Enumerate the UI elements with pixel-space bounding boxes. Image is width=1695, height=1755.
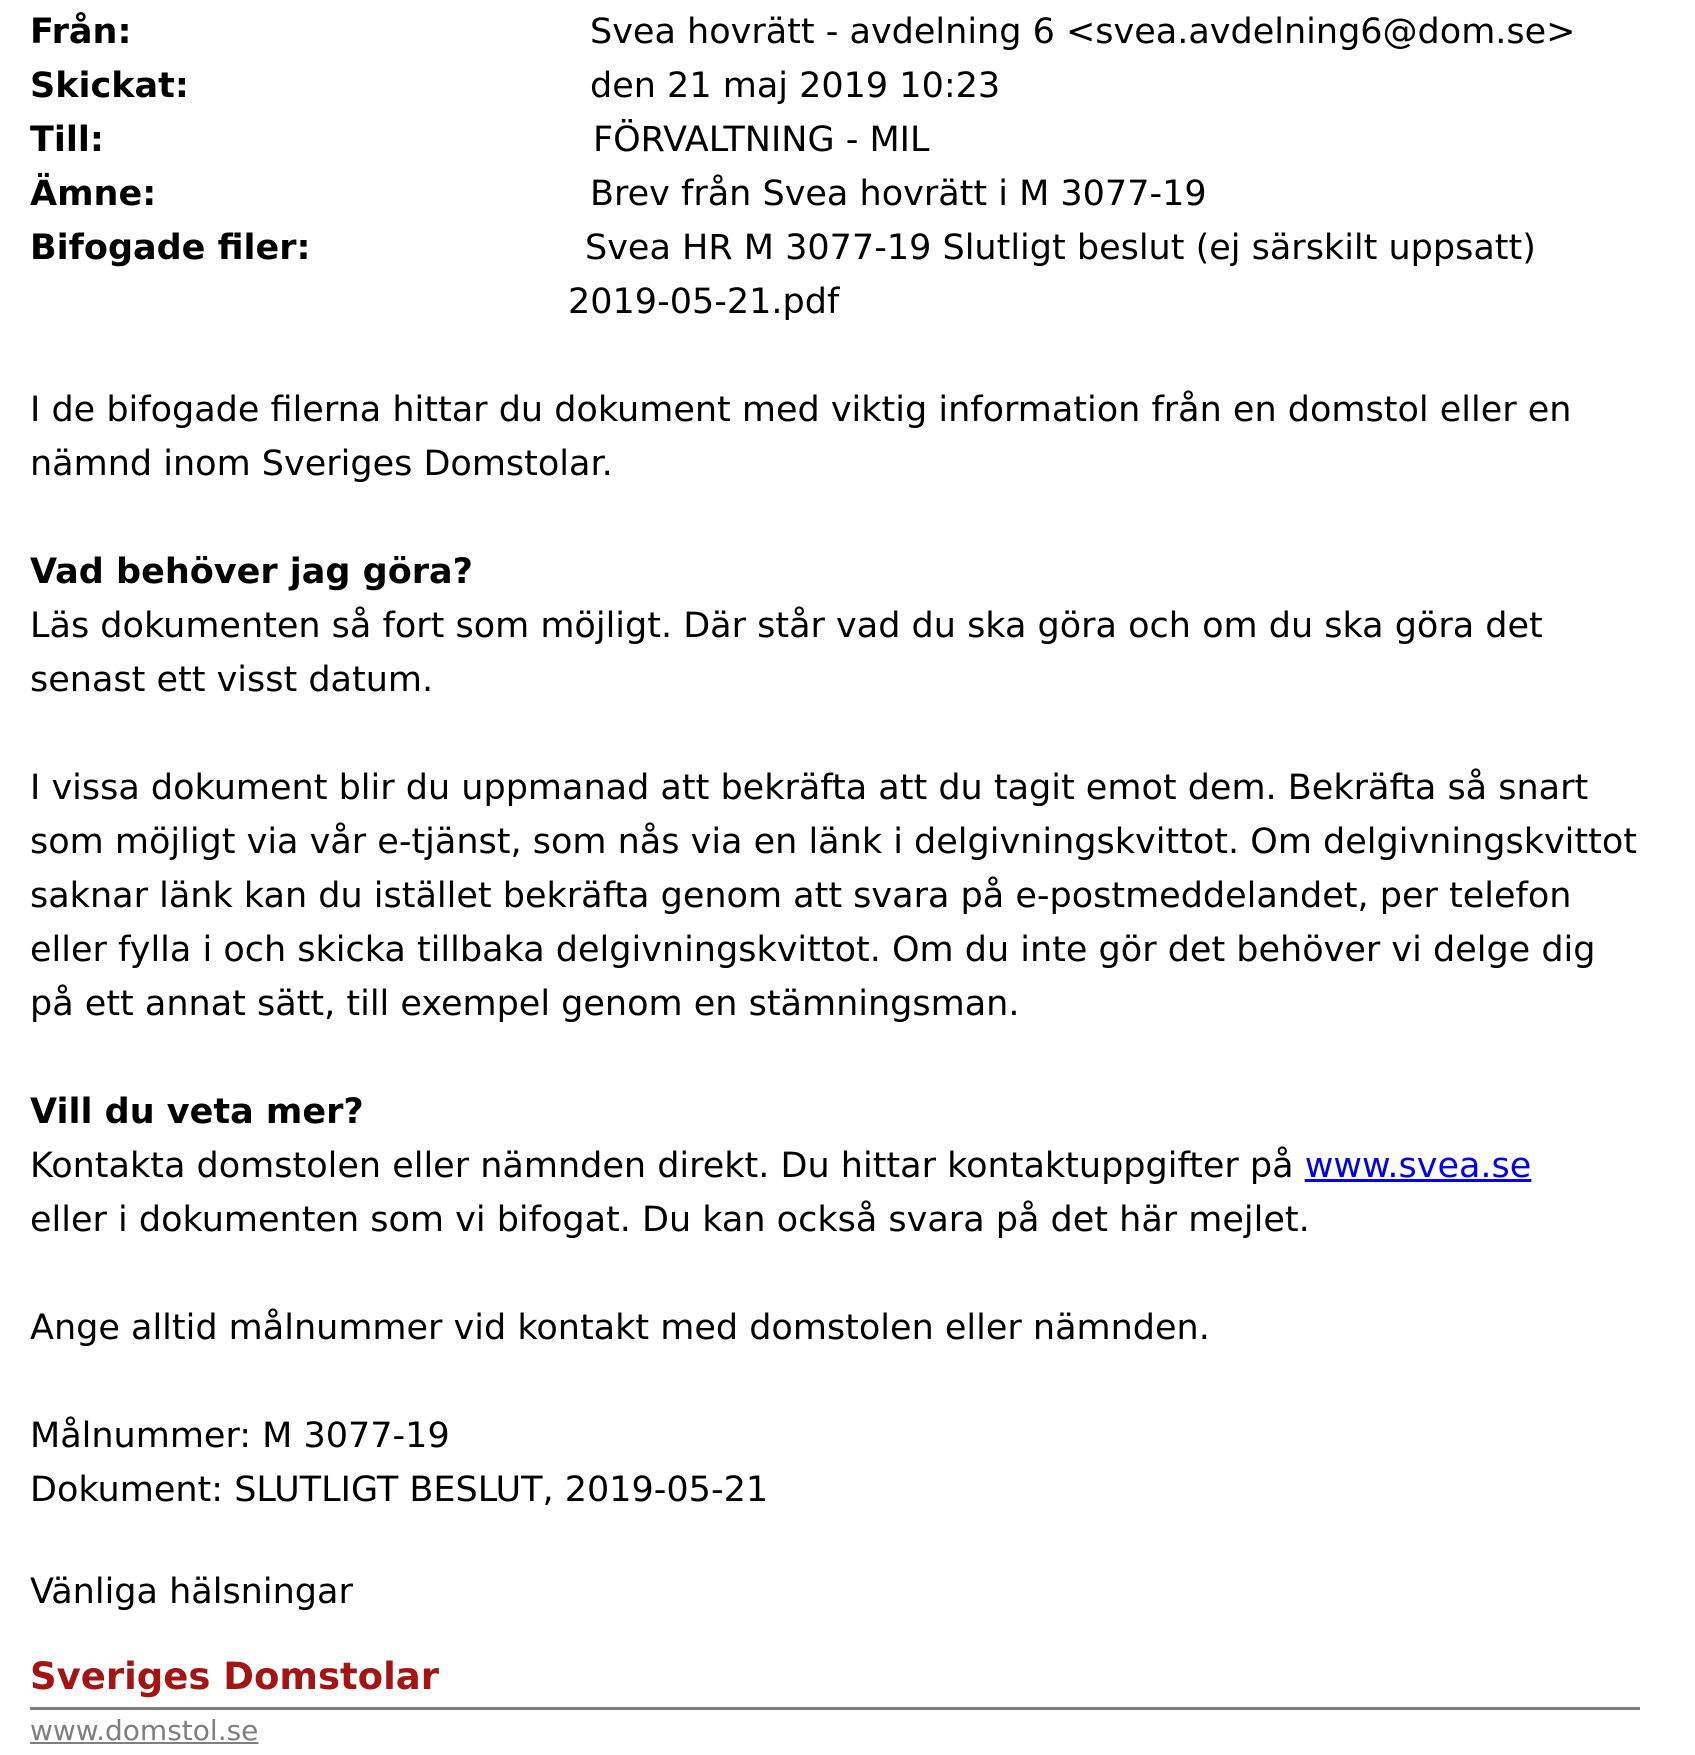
confirm-line-3: saknar länk kan du istället bekräfta genom att svara på e-postmeddelandet, per telefon — [30, 876, 1572, 916]
svea-website-link[interactable]: www.svea.se — [1304, 1146, 1532, 1186]
what-line-1: Läs dokumenten så fort som möjligt. Där står vad du ska göra och om du ska göra det — [30, 606, 1543, 646]
from-label: Från: — [30, 12, 132, 52]
case-note — [30, 1301, 1670, 1355]
more-line-1 — [30, 1139, 1670, 1193]
from-value: Svea hovrätt - avdelning 6 <svea.avdelning6@dom.se> — [590, 12, 1576, 52]
closing — [30, 1565, 1670, 1619]
to-label: Till: — [30, 120, 104, 160]
confirm-line-4: eller fylla i och skicka tillbaka delgivningskvittot. Om du inte gör det behöver vi delge dig — [30, 930, 1596, 970]
subject-label: Ämne: — [30, 174, 157, 214]
closing-text: Vänliga hälsningar — [30, 1572, 353, 1612]
attachment-filename-line2[interactable]: 2019-05-21.pdf — [568, 282, 840, 322]
signature-org-name: Sveriges Domstolar — [30, 1655, 439, 1698]
intro-line-1: I de bifogade filerna hittar du dokument med viktig information från en domstol eller en — [30, 390, 1572, 430]
intro-paragraph — [30, 383, 1670, 491]
more-heading: Vill du veta mer? — [30, 1092, 364, 1132]
what-line-2: senast ett visst datum. — [30, 660, 434, 700]
to-value: FÖRVALTNING - MIL — [593, 120, 930, 160]
confirm-line-5: på ett annat sätt, till exempel genom en stämningsman. — [30, 984, 1020, 1024]
document-name: Dokument: SLUTLIGT BESLUT, 2019-05-21 — [30, 1470, 769, 1510]
more-line-2: eller i dokumenten som vi bifogat. Du kan också svara på det här mejlet. — [30, 1200, 1310, 1240]
signature-website-link[interactable]: www.domstol.se — [30, 1714, 259, 1747]
intro-line-2: nämnd inom Sveriges Domstolar. — [30, 444, 613, 484]
confirm-line-2: som möjligt via vår e-tjänst, som nås via en länk i delgivningskvittot. Om delgivningskvittot — [30, 822, 1637, 862]
what-heading: Vad behöver jag göra? — [30, 552, 473, 592]
confirm-line-1: I vissa dokument blir du uppmanad att bekräfta att du tagit emot dem. Bekräfta så snart — [30, 768, 1589, 808]
signature-divider — [30, 1707, 1640, 1710]
sent-value: den 21 maj 2019 10:23 — [590, 66, 1001, 106]
case-note-text: Ange alltid målnummer vid kontakt med domstolen eller nämnden. — [30, 1308, 1210, 1348]
confirm-paragraph — [30, 761, 1670, 1031]
more-section — [30, 1085, 1670, 1247]
attachments-label: Bifogade filer: — [30, 228, 311, 268]
what-section — [30, 545, 1670, 707]
attachment-filename-line1[interactable]: Svea HR M 3077-19 Slutligt beslut (ej särskilt uppsatt) — [585, 228, 1536, 268]
case-number: Målnummer: M 3077-19 — [30, 1416, 450, 1456]
more-line-1-text: Kontakta domstolen eller nämnden direkt. Du hittar kontaktuppgifter på — [30, 1146, 1305, 1186]
case-details — [30, 1409, 1670, 1517]
sent-label: Skickat: — [30, 66, 189, 106]
subject-value: Brev från Svea hovrätt i M 3077-19 — [590, 174, 1207, 214]
